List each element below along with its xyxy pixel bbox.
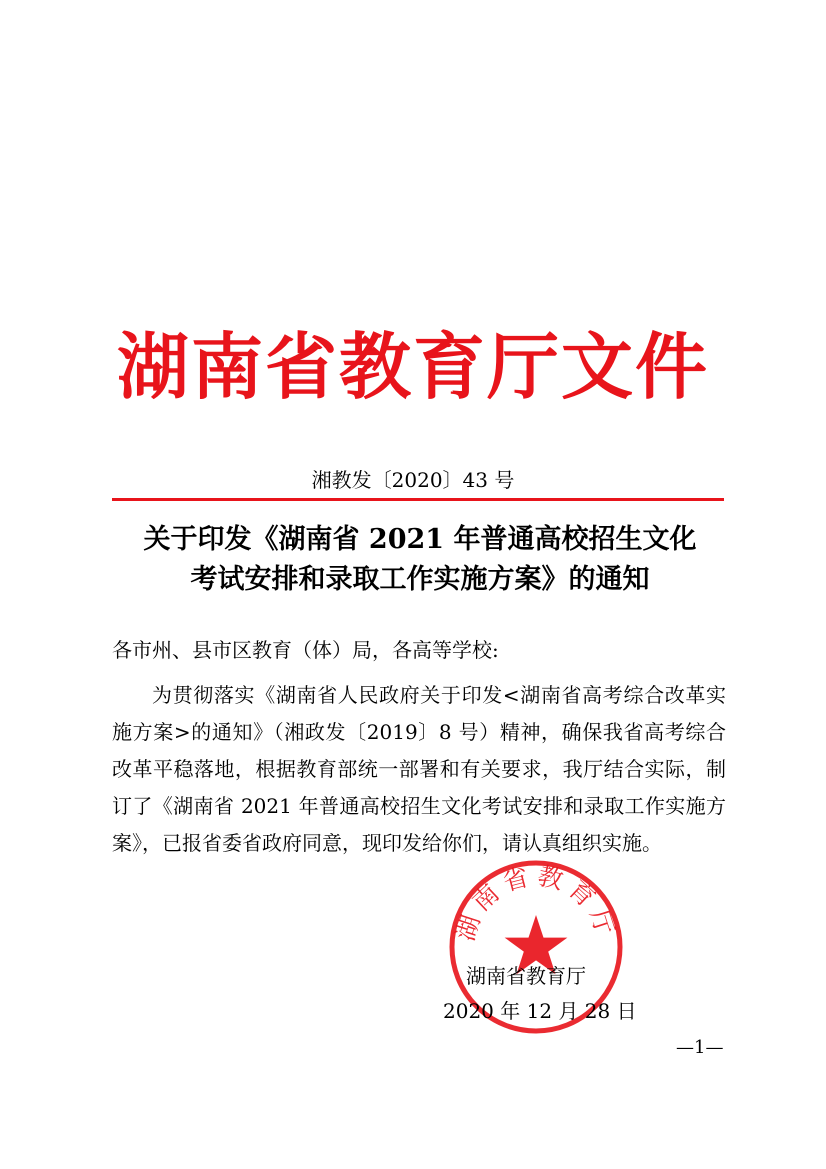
- document-number: 湘教发〔2020〕43 号: [311, 468, 515, 492]
- notice-title-line-2: 考试安排和录取工作实施方案》的通知: [190, 564, 650, 595]
- masthead-title: 湖南省教育厅文件: [116, 324, 709, 409]
- signature-organization: 湖南省教育厅: [466, 964, 586, 988]
- page-number: —1—: [676, 1037, 724, 1058]
- red-divider-line: [112, 498, 724, 501]
- signature-date: 2020 年 12 月 28 日: [443, 999, 637, 1023]
- seal-text: 湖南省教育厅: [450, 860, 622, 945]
- notice-title: [100, 520, 740, 600]
- notice-title-line-1: 关于印发《湖南省 2021 年普通高校招生文化: [143, 524, 697, 555]
- body-paragraph: 为贯彻落实《湖南省人民政府关于印发<湖南省高考综合改革实施方案>的通知》（湘政发〔2019〕8 号）精神，确保我省高考综合改革平稳落地，根据教育部统一部署和有关要求，我厅结合实际，制订了《湖南省 2021 年普通高校招生文化考试安排和录取工作实施方案》，已报省委省政府同意，现印发给你们，请认真组织实施。: [112, 683, 726, 855]
- salutation: 各市州、县市区教育（体）局，各高等学校:: [112, 638, 499, 662]
